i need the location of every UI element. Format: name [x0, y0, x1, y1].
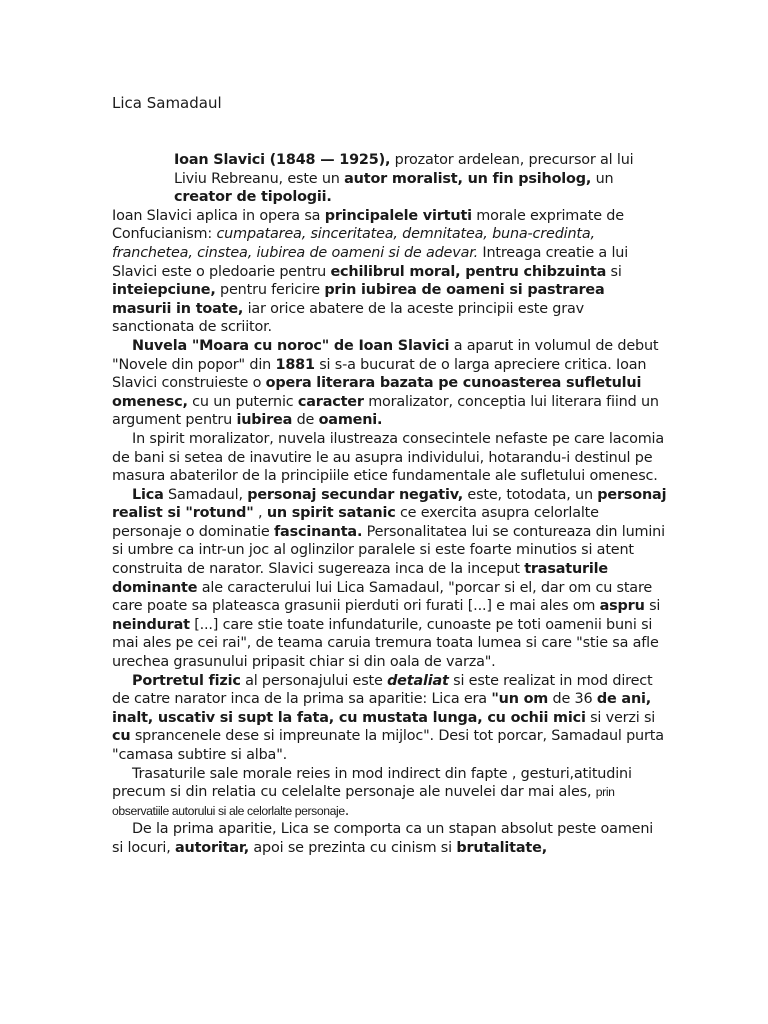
text-run: si verzi si: [585, 709, 656, 726]
document-title: Lica Samadaul: [112, 94, 222, 112]
text-run: Samadaul,: [163, 486, 248, 503]
text-run: cu un puternic: [187, 393, 298, 410]
bold-text: principalele virtuti: [324, 207, 472, 224]
bold-text: Lica: [132, 486, 164, 503]
text-run: prozator ardelean, precursor al lui Liviu Rebreanu, este un: [174, 152, 634, 187]
paragraph: [112, 486, 668, 672]
small-text: prin observatiile autorului si ale celorlalte personaje: [112, 785, 615, 818]
text-run: si este realizat in mod direct de catre narator inca de la prima sa aparitie: Lica era: [112, 672, 653, 708]
text-run: ce exercita asupra celorlalte personaje o dominatie: [112, 505, 599, 540]
bold-text: autor moralist, un fin psiholog,: [344, 170, 592, 187]
bold-text: [387, 673, 449, 689]
text-run: un: [591, 170, 614, 187]
bold-text: Portretul fizic: [132, 672, 241, 689]
bold-text: autoritar,: [175, 839, 249, 856]
text-run: Trasaturile sale morale reies in mod indirect din fapte , gesturi,atitudini precum si din relatia cu celelalte personaje ale nuvelei dar mai ales,: [112, 765, 632, 801]
bold-text: de ani, inalt, uscativ si supt la fata, cu mustata lunga, cu ochii mici: [112, 691, 652, 726]
text-run: si: [606, 263, 622, 280]
text-run: al personajului este: [240, 672, 388, 689]
text-run: moralizator, conceptia lui literara fiind un argument pentru: [112, 393, 659, 429]
bold-text: cu: [112, 728, 131, 745]
text-run: ,: [253, 505, 267, 522]
text-run: a aparut in volumul de debut "Novele din popor" din: [112, 337, 659, 373]
text-run: de: [292, 412, 319, 429]
text-run: si s-a bucurat de o larga apreciere critica. Ioan Slavici construieste o: [112, 356, 647, 392]
bold-text: brutalitate,: [456, 839, 547, 856]
bold-text: 1881: [275, 356, 315, 373]
paragraph: [112, 151, 668, 207]
text-run: Intreaga creatie a lui Slavici este o pledoarie pentru: [112, 244, 629, 280]
paragraph: [112, 207, 668, 337]
bold-text: personaj secundar negativ,: [247, 486, 464, 503]
bold-text: fascinanta.: [273, 523, 363, 540]
text-run: .: [344, 802, 350, 819]
bold-text: neindurat: [112, 616, 190, 633]
bold-text: caracter: [297, 393, 364, 410]
italic-text: cumpatarea, sinceritatea, demnitatea, buna-credinta, franchetea, cinstea, iubirea de oameni si de adevar.: [112, 226, 595, 261]
document-body: [112, 151, 668, 858]
text-run: De la prima aparitie, Lica se comporta ca un stapan absolut peste oameni si locuri,: [112, 821, 654, 856]
bold-text: prin iubirea de oameni si pastrarea masurii in toate,: [112, 282, 605, 317]
bold-text: iubirea: [236, 412, 293, 429]
paragraph: [112, 672, 668, 765]
bold-text: aspru: [599, 598, 645, 615]
bold-text: un spirit satanic: [266, 505, 396, 522]
paragraph: [112, 765, 668, 821]
text-run: [...] care stie toate infundaturile, cunoaste pe toti oamenii buni si mai ales pe cei rai", de teama caruia tremura toata lumea si care "stie sa afle urechea grasunului pripasit chiar si din oala de varza".: [112, 616, 659, 671]
text-run: apoi se prezinta cu cinism si: [249, 839, 457, 856]
text-run: Personalitatea lui se contureaza din lumini si umbre ca intr-un joc al oglinzilor paralele si este foarte minutios si atent construita de narator. Slavici sugereaza inca de la inceput: [112, 523, 665, 578]
paragraph: [112, 430, 668, 486]
bold-text: Ioan Slavici (1848 — 1925),: [174, 152, 391, 168]
bold-text: oameni.: [318, 412, 383, 429]
text-run: Ioan Slavici aplica in opera sa: [112, 207, 325, 224]
bold-text: echilibrul moral, pentru chibzuinta: [330, 263, 607, 280]
bold-text: personaj realist si "rotund": [112, 486, 667, 522]
bold-text: creator de tipologii.: [174, 189, 332, 206]
text-run: iar orice abatere de la aceste principii este grav sanctionata de scriitor.: [112, 300, 584, 336]
text-run: ale caracterului lui Lica Samadaul, "porcar si el, dar om cu stare care poate sa plateasca grasunii pierduti ori furati [...] e mai ales om: [112, 579, 653, 615]
paragraph: [112, 337, 668, 430]
bold-text: opera literara bazata pe cunoasterea sufletului omenesc,: [112, 375, 642, 410]
paragraph: [112, 820, 668, 857]
bold-text: trasaturile dominante: [112, 561, 609, 596]
text-run: este, totodata, un: [463, 486, 598, 503]
bold-text: Nuvela "Moara cu noroc" de Ioan Slavici: [132, 337, 450, 354]
text-run: morale exprimate de Confucianism:: [112, 207, 624, 243]
bold-text: inteiepciune,: [112, 282, 216, 299]
text-run: pentru fericire: [215, 282, 325, 299]
text-run: In spirit moralizator, nuvela ilustreaza consecintele nefaste pe care lacomia de bani si setea de inavutire le au asupra individului, hotarandu-i destinul pe masura abaterilor de la principiile etice fundamentale ale sufletului omenesc.: [112, 430, 665, 485]
text-run: sprancenele dese si impreunate la mijloc". Desi tot porcar, Samadaul purta "camasa subtire si alba".: [112, 728, 664, 763]
bold-text: "un om: [491, 691, 549, 708]
text-run: de 36: [548, 691, 597, 708]
emphasis-text: detaliat: [387, 672, 449, 689]
text-run: si: [644, 598, 661, 615]
